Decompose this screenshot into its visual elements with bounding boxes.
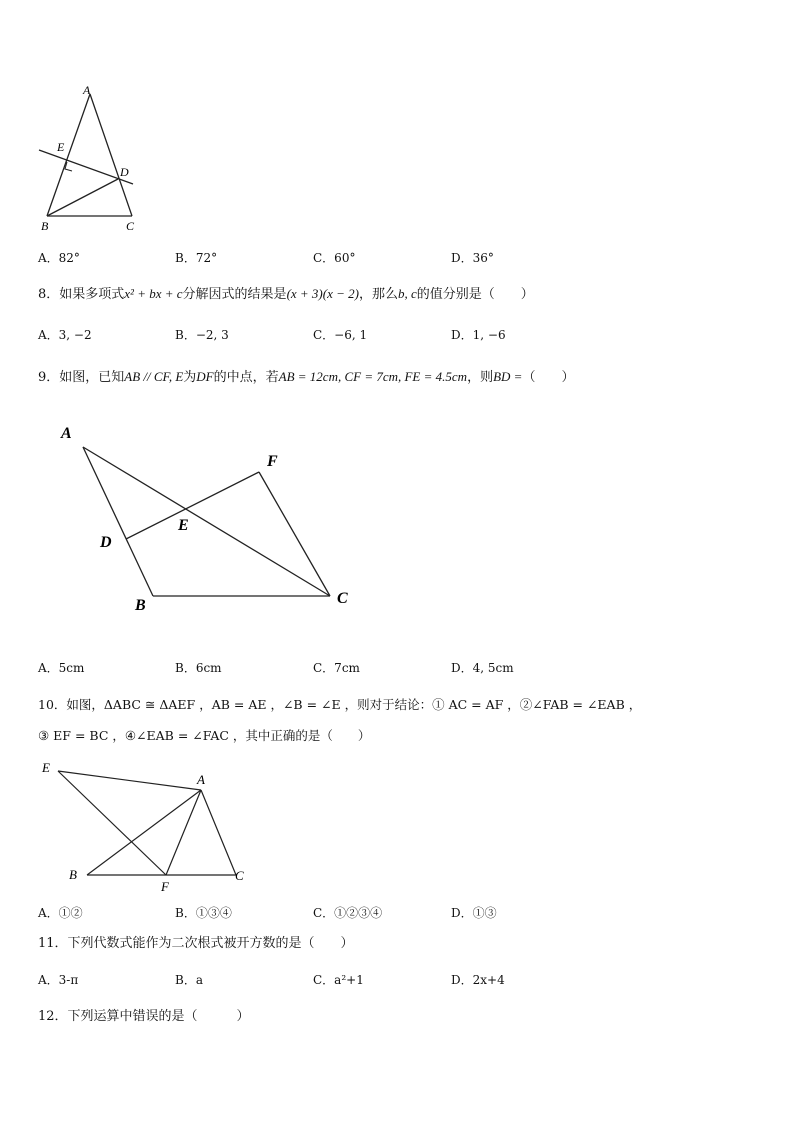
q10-figure — [36, 758, 256, 898]
q9-option-d[interactable] — [451, 660, 514, 676]
q10-label-f: F — [161, 879, 169, 894]
q9-option-c[interactable] — [313, 660, 360, 676]
q9-segment-fc — [259, 472, 330, 596]
q8-option-a[interactable]: A．3, −2 — [38, 328, 92, 342]
q9-label-e: E — [178, 517, 189, 534]
q9-stem-mid2: 的中点，若 — [213, 370, 279, 385]
q7-label-b: B — [41, 219, 49, 233]
q10-segment-ef — [58, 771, 166, 875]
q9-label-b: B — [135, 597, 146, 614]
q12-stem: 12．下列运算中错误的是（ ） — [38, 1009, 250, 1024]
q9-stem-end: （ ） — [522, 370, 575, 385]
q7-bisector-line — [39, 150, 133, 184]
q9-label-c: C — [337, 590, 348, 607]
q9-given-df: DF — [196, 369, 214, 384]
q10-label-b: B — [69, 867, 77, 882]
q8-stem-mid2: ，那么 — [358, 287, 398, 302]
q9-segment-ab — [83, 447, 153, 596]
q9-label-a: A — [61, 425, 72, 442]
q9-option-d-text: D．4, 5cm — [451, 661, 514, 675]
q10-stem-line2: ③ EF = BC ，④∠EAB = ∠FAC ，其中正确的是（ ） — [38, 728, 371, 743]
q9-option-b-text: B．6cm — [175, 661, 222, 675]
q7-triangle-figure — [30, 80, 150, 240]
q8-stem-prefix: 8．如果多项式 — [38, 287, 125, 302]
q9-label-f: F — [267, 453, 278, 470]
q9-option-c-text: C．7cm — [313, 661, 360, 675]
q9-figure — [55, 420, 365, 620]
q7-side-ac — [90, 94, 132, 216]
q11-option-c[interactable]: C．a²+1 — [313, 973, 364, 987]
q9-option-a-text: A．5cm — [38, 661, 85, 675]
q8-option-c[interactable]: C．−6, 1 — [313, 328, 368, 342]
q9-option-b[interactable] — [175, 660, 222, 676]
q9-given-parallel: AB // CF, E — [124, 369, 184, 384]
q9-stem-mid3: ，则 — [467, 370, 494, 385]
q10-segment-ea — [58, 771, 201, 790]
q8-stem-end: 的值分别是（ ） — [416, 287, 534, 302]
q7-label-a: A — [83, 83, 91, 97]
q9-segment-ac — [83, 447, 330, 596]
q9-option-a[interactable] — [38, 660, 84, 676]
q10-option-a[interactable]: A．①② — [38, 906, 83, 920]
q8-stem — [38, 285, 534, 304]
q8-factored-form: (x + 3)(x − 2) — [286, 286, 359, 301]
q9-label-d: D — [100, 534, 112, 551]
q7-label-d: D — [120, 165, 129, 179]
q10-label-c: C — [235, 868, 244, 883]
q7-label-e: E — [57, 140, 65, 154]
q9-target-bd: BD = — [493, 369, 523, 384]
q8-option-b[interactable]: B．−2, 3 — [175, 328, 229, 342]
q9-stem-mid: 为 — [183, 370, 197, 385]
q8-option-d[interactable]: D．1, −6 — [451, 328, 506, 342]
q11-stem: 11．下列代数式能作为二次根式被开方数的是（ ） — [38, 936, 354, 951]
q7-option-c[interactable]: C．60° — [313, 251, 356, 265]
q8-polynomial: x² + bx + c — [124, 286, 183, 301]
q7-label-c: C — [126, 219, 135, 233]
q10-option-c[interactable]: C．①②③④ — [313, 906, 383, 920]
q11-option-a[interactable]: A．3-π — [38, 973, 79, 987]
q7-option-b[interactable]: B．72° — [175, 251, 218, 265]
q10-label-e: E — [42, 760, 50, 775]
q10-stem-line1: 10．如图，ΔABC ≅ ΔAEF ，AB = AE ，∠B = ∠E ，则对于结论：① AC = AF ，②∠FAB = ∠EAB ， — [38, 697, 642, 712]
q9-stem — [38, 368, 574, 387]
q8-stem-mid: 分解因式的结果是 — [182, 287, 287, 302]
q9-stem-prefix: 9．如图，已知 — [38, 370, 125, 385]
q10-option-d[interactable]: D．①③ — [451, 906, 497, 920]
q9-segment-df — [126, 472, 259, 539]
q10-segment-ac — [201, 790, 236, 875]
q8-variables: b, c — [397, 286, 417, 301]
q11-option-b[interactable]: B．a — [175, 973, 203, 987]
q9-given-lengths: AB = 12cm, CF = 7cm, FE = 4.5cm — [278, 369, 468, 384]
q11-option-d[interactable]: D．2x+4 — [451, 973, 505, 987]
q10-option-b[interactable]: B．①③④ — [175, 906, 232, 920]
q7-option-d[interactable]: D．36° — [451, 251, 494, 265]
q10-label-a: A — [197, 772, 205, 787]
q7-option-a[interactable]: A．82° — [38, 251, 80, 265]
